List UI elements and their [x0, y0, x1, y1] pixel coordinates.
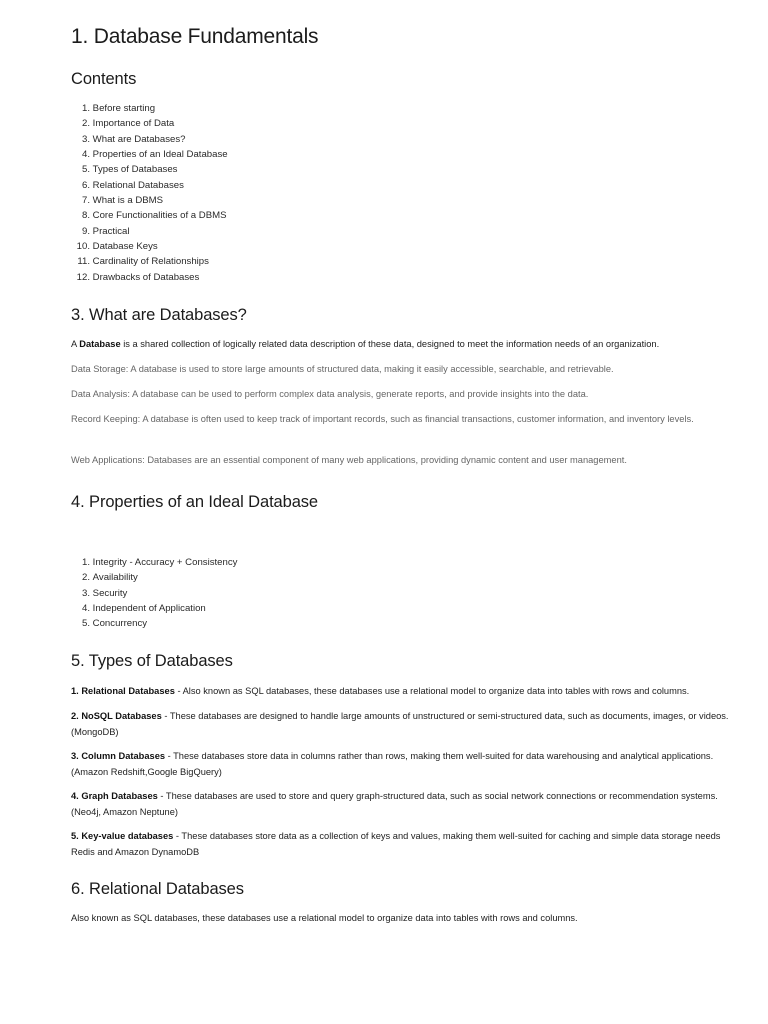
list-item: 2. Availability: [81, 572, 138, 584]
section-heading: 4. Properties of an Ideal Database: [71, 493, 319, 511]
section-heading: 3. What are Databases?: [71, 306, 247, 324]
list-item: 5. Concurrency: [81, 618, 148, 630]
toc-item[interactable]: 8. Core Functionalities of a DBMS: [81, 210, 227, 222]
toc-item[interactable]: 7. What is a DBMS: [81, 195, 164, 207]
use-paragraph: Data Storage: A database is used to store large amounts of structured data, making it easily accessible, searchable, and retrievable.: [71, 364, 614, 374]
toc-item[interactable]: 10. Database Keys: [76, 241, 158, 253]
relational-description: Also known as SQL databases, these databases use a relational model to organize data into tables with rows and columns.: [71, 913, 578, 923]
database-type: 5. Key-value databases - These databases store data as a collection of keys and values, making them well-suited for caching and simple data storage needs Redis and Amazon DynamoDB: [71, 831, 721, 857]
toc-item[interactable]: 5. Types of Databases: [81, 164, 178, 176]
toc-item[interactable]: 3. What are Databases?: [81, 133, 186, 145]
section-heading: 5. Types of Databases: [71, 652, 233, 670]
toc-item[interactable]: 11. Cardinality of Relationships: [77, 256, 209, 268]
list-item: 4. Independent of Application: [81, 603, 206, 615]
use-paragraph: Record Keeping: A database is often used to keep track of important records, such as financial transactions, customer information, and inventory levels.: [71, 414, 694, 424]
contents-heading: Contents: [71, 70, 137, 88]
database-type: 3. Column Databases - These databases store data in columns rather than rows, making them well-suited for data warehousing and analytical applications. (Amazon Redshift,Google BigQuery): [71, 751, 714, 777]
database-type: 2. NoSQL Databases - These databases are designed to handle large amounts of unstructured or semi-structured data, such as documents, images, or videos. (MongoDB): [71, 711, 729, 737]
use-paragraph: Data Analysis: A database can be used to perform complex data analysis, generate reports, and provide insights into the data.: [71, 389, 589, 399]
toc-item[interactable]: 1. Before starting: [81, 103, 156, 114]
database-definition: A Database is a shared collection of logically related data description of these data, designed to meet the information needs of an organization.: [71, 339, 660, 349]
list-item: 1. Integrity - Accuracy + Consistency: [81, 557, 238, 568]
database-type: 1. Relational Databases - Also known as SQL databases, these databases use a relational model to organize data into tables with rows and columns.: [71, 686, 690, 696]
list-item: 3. Security: [81, 587, 128, 599]
database-type: 4. Graph Databases - These databases are used to store and query graph-structured data, such as social network connections or recommendation systems. (Neo4j, Amazon Neptune): [71, 791, 718, 817]
section-heading: 6. Relational Databases: [71, 880, 244, 898]
table-of-contents: [71, 101, 228, 285]
toc-item[interactable]: 9. Practical: [81, 225, 130, 237]
page-title: 1. Database Fundamentals: [71, 25, 319, 48]
properties-list: [71, 555, 237, 632]
toc-item[interactable]: 12. Drawbacks of Databases: [76, 271, 200, 283]
toc-item[interactable]: 6. Relational Databases: [81, 179, 184, 191]
toc-item[interactable]: 4. Properties of an Ideal Database: [81, 149, 228, 161]
toc-item[interactable]: 2. Importance of Data: [81, 118, 175, 130]
use-paragraph: Web Applications: Databases are an essential component of many web applications, providing dynamic content and user management.: [71, 455, 627, 465]
